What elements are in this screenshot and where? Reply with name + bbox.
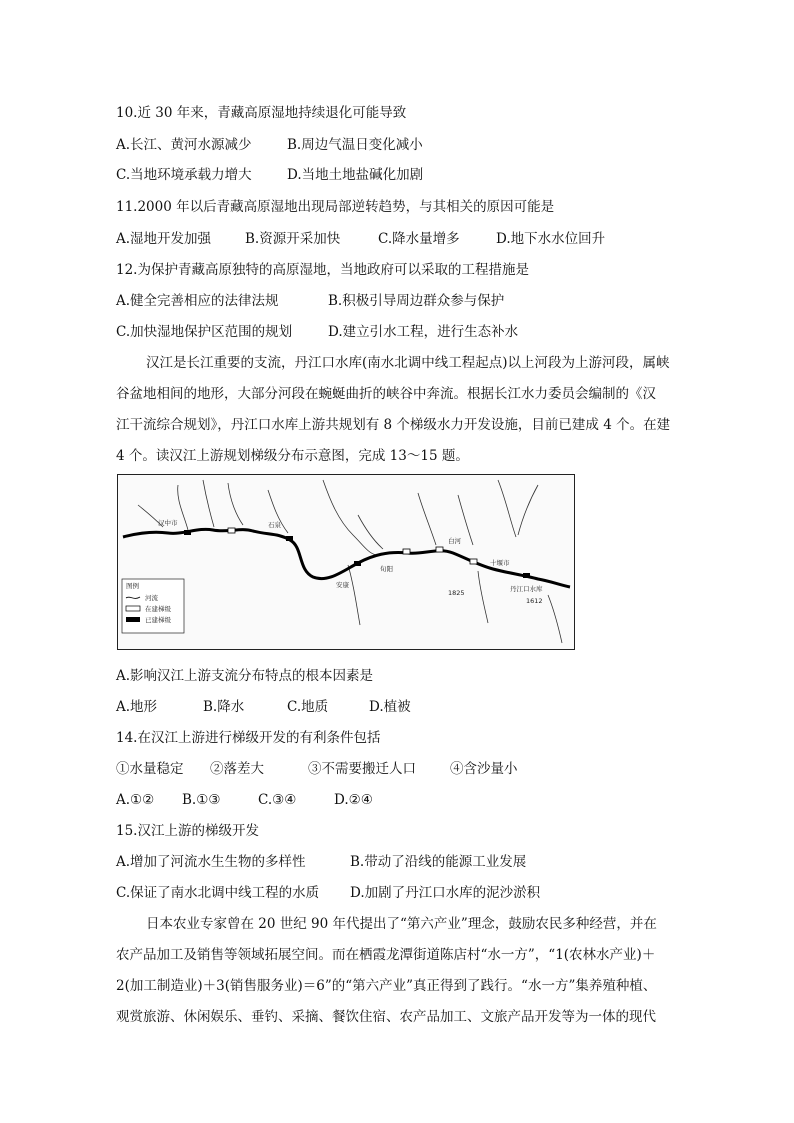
question-13-stem: A.影响汉江上游支流分布特点的根本因素是 — [116, 668, 374, 684]
built-dam-marker — [286, 536, 293, 541]
q11-option-a: A.湿地开发加强 — [116, 231, 212, 247]
legend-river-label: 河流 — [145, 594, 158, 602]
passage2-line-3: 2(加工制造业)＋3(销售服务业)＝6”的“第六产业”真正得到了践行。“水一方”集养殖种植、 — [116, 978, 657, 994]
q15-option-c: C.保证了南水北调中线工程的水质 — [116, 885, 320, 901]
q11-option-c: C.降水量增多 — [378, 231, 460, 247]
map-label-danjiangkou: 丹江口水库 — [510, 585, 543, 593]
q14-option-a: A.①② — [116, 792, 155, 808]
q12-option-c: C.加快湿地保护区范围的规划 — [116, 324, 293, 340]
question-11-stem: 11.2000 年以后青藏高原湿地出现局部逆转趋势，与其相关的原因可能是 — [116, 199, 555, 215]
built-dam-marker — [184, 530, 191, 535]
planned-dam-marker — [228, 528, 235, 533]
q10-option-b: B.周边气温日变化减小 — [287, 137, 423, 153]
passage2-line-2: 农产品加工及销售等领域拓展空间。而在栖霞龙潭街道陈店村“水一方”，“1(农林水产业)＋ — [116, 947, 656, 963]
tributary-line — [348, 565, 360, 625]
map-label-ankang: 安康 — [336, 581, 349, 589]
planned-dam-marker — [470, 559, 477, 564]
hanjiang-cascade-map — [117, 474, 575, 650]
map-label-elevation-1612: 1612 — [526, 597, 543, 605]
q15-option-a: A.增加了河流水生生物的多样性 — [116, 854, 306, 870]
q14-item-3: ③不需要搬迁人口 — [308, 761, 416, 777]
passage2-line-1: 日本农业专家曾在 20 世纪 90 年代提出了“第六产业”理念，鼓励农民多种经营，并在 — [146, 916, 657, 932]
q13-option-b: B.降水 — [203, 699, 245, 715]
q13-option-a: A.地形 — [116, 699, 158, 715]
question-12-stem: 12.为保护青藏高原独特的高原湿地，当地政府可以采取的工程措施是 — [116, 262, 529, 278]
q12-option-d: D.建立引水工程，进行生态补水 — [328, 324, 519, 340]
map-label-xunyang: 旬阳 — [380, 565, 393, 573]
map-label-elevation-1825: 1825 — [448, 589, 465, 597]
q14-item-1: ①水量稳定 — [116, 761, 184, 777]
tributary-line — [418, 493, 436, 545]
map-svg — [118, 475, 574, 649]
legend-built-label: 已建梯级 — [145, 616, 171, 624]
planned-dam-marker — [403, 549, 410, 554]
map-label-hanzhong: 汉中市 — [158, 519, 178, 527]
q14-option-d: D.②④ — [334, 792, 373, 808]
question-10-stem: 10.近 30 年来，青藏高原湿地持续退化可能导致 — [116, 105, 407, 121]
tributary-line — [478, 571, 488, 623]
legend-planned-label: 在建梯级 — [145, 605, 171, 613]
tributary-line — [203, 480, 214, 527]
passage1-line-3: 江干流综合规划》，丹江口水库上游共规划有 8 个梯级水力开发设施，目前已建成 4 个。在建 — [116, 417, 671, 433]
q12-option-a: A.健全完善相应的法律法规 — [116, 293, 279, 309]
q15-option-d: D.加剧了丹江口水库的泥沙淤积 — [350, 885, 541, 901]
tributary-line — [518, 485, 538, 535]
built-dams — [184, 530, 530, 578]
tributary-line — [323, 480, 376, 555]
q10-option-a: A.长江、黄河水源减少 — [116, 137, 252, 153]
map-label-baihe: 白河 — [448, 537, 461, 545]
tributary-line — [498, 480, 516, 537]
legend-planned-swatch — [126, 606, 140, 611]
q14-option-b: B.①③ — [182, 792, 221, 808]
q15-option-b: B.带动了沿线的能源工业发展 — [350, 854, 527, 870]
q10-option-d: D.当地土地盐碱化加剧 — [287, 167, 424, 183]
tributary-line — [548, 595, 562, 643]
tributary-line — [228, 483, 243, 525]
question-14-stem: 14.在汉江上游进行梯级开发的有利条件包括 — [116, 730, 381, 746]
q14-item-4: ④含沙量小 — [450, 761, 518, 777]
q14-option-c: C.③④ — [258, 792, 297, 808]
passage1-line-4: 4 个。读汉江上游规划梯级分布示意图，完成 13～15 题。 — [116, 448, 469, 464]
q11-option-b: B.资源开采加快 — [245, 231, 341, 247]
passage1-line-1: 汉江是长江重要的支流，丹江口水库(南水北调中线工程起点)以上河段为上游河段，属峡 — [146, 355, 670, 371]
passage1-line-2: 谷盆地相间的地形，大部分河段在蜿蜒曲折的峡谷中奔流。根据长江水力委员会编制的《汉 — [116, 386, 656, 402]
map-label-shiyan: 十堰市 — [490, 559, 510, 567]
q12-option-b: B.积极引导周边群众参与保护 — [328, 293, 505, 309]
q14-item-2: ②落差大 — [210, 761, 264, 777]
map-legend — [122, 579, 184, 633]
tributary-line — [178, 485, 188, 530]
question-15-stem: 15.汉江上游的梯级开发 — [116, 823, 259, 839]
legend-built-swatch — [126, 617, 140, 622]
planned-dam-marker — [436, 547, 443, 552]
built-dam-marker — [354, 561, 361, 566]
q13-option-d: D.植被 — [369, 699, 411, 715]
built-dam-marker — [523, 573, 530, 578]
legend-title: 图例 — [126, 582, 139, 590]
q11-option-d: D.地下水水位回升 — [496, 231, 606, 247]
q10-option-c: C.当地环境承载力增大 — [116, 167, 252, 183]
map-label-shiquan: 石泉 — [268, 521, 281, 529]
q13-option-c: C.地质 — [287, 699, 329, 715]
passage2-line-4: 观赏旅游、休闲娱乐、垂钓、采摘、餐饮住宿、农产品加工、文旅产品开发等为一体的现代 — [116, 1009, 656, 1025]
